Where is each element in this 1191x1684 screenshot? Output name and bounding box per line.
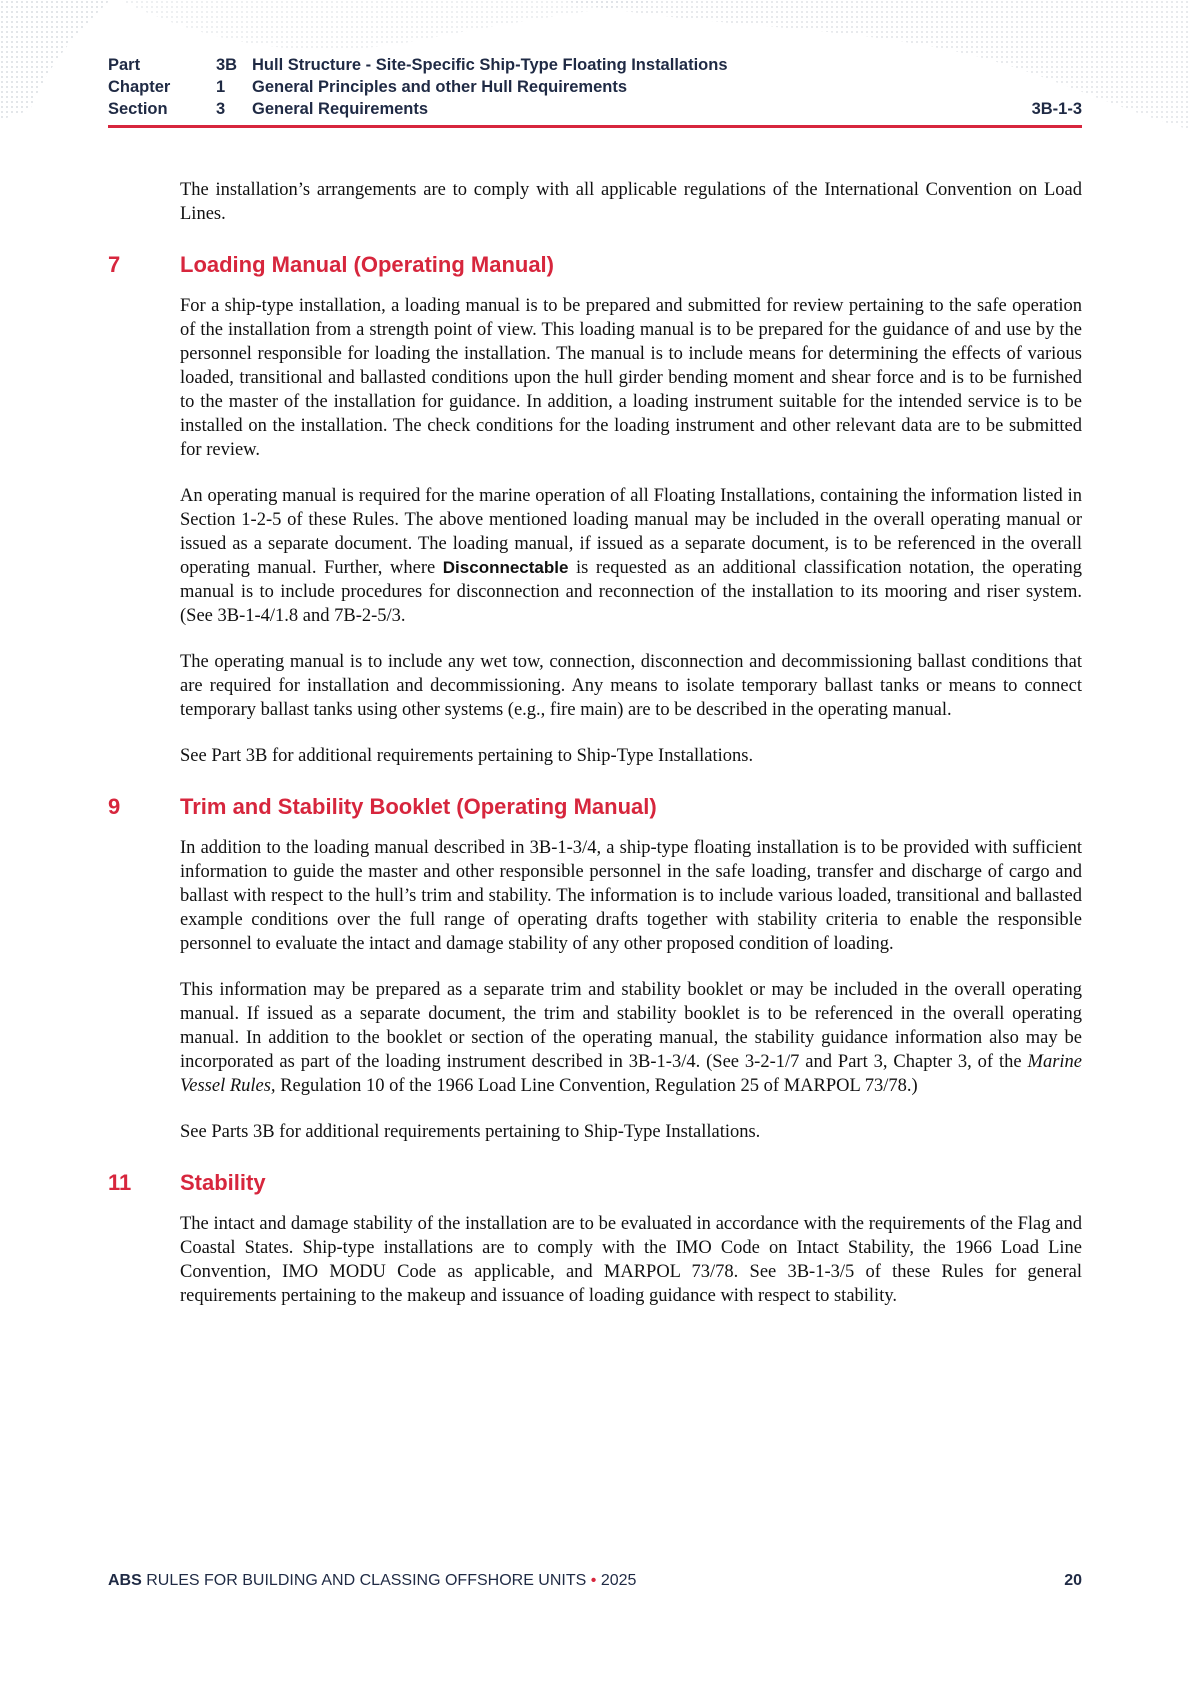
paragraph: See Parts 3B for additional requirements pertaining to Ship-Type Installations. <box>180 1122 761 1142</box>
section-number: 9 <box>108 794 121 819</box>
section-code: 3B-1-3 <box>1031 100 1082 118</box>
page-content <box>108 178 1082 1330</box>
paragraph: In addition to the loading manual described in 3B-1-3/4, a ship-type floating installation is to be provided with sufficient information to guide the master and other responsible personnel in the safe loading, transfer and discharge of cargo and ballast with respect to the hull’s trim and stability. The information is to include various loaded, transitional and ballasted example conditions over the full range of operating drafts together with stability criteria to enable the responsible personnel to evaluate the intact and damage stability of any other proposed condition of loading. <box>180 838 1082 954</box>
header-label: Chapter <box>108 78 171 96</box>
header-title: General Principles and other Hull Requirements <box>252 78 628 96</box>
section-title: Stability <box>180 1170 266 1195</box>
rules-reference-italic: Marine Vessel Rules, <box>180 1052 1082 1096</box>
footer-title <box>108 1572 636 1590</box>
paragraph: The intact and damage stability of the installation are to be evaluated in accordance with the requirements of the Flag and Coastal States. Ship-type installations are to comply with the IMO Code on Intact Stability, the 1966 Load Line Convention, IMO MODU Code as applicable, and MARPOL 73/78. See 3B-1-3/5 of these Rules for general requirements pertaining to the makeup and issuance of loading guidance with respect to stability. <box>180 1214 1082 1306</box>
section-heading-9 <box>108 790 1082 824</box>
paragraph: For a ship-type installation, a loading manual is to be prepared and submitted for review pertaining to the safe operation of the installation from a strength point of view. This loading manual is to be prepared for the guidance of and use by the personnel responsible for loading the installation. The manual is to include means for determining the effects of various loaded, transitional and ballasted conditions upon the hull girder bending moment and shear force and is to be furnished to the master of the installation for guidance. In addition, a loading instrument suitable for the intended service is to be installed on the installation. The check conditions for the loading instrument and other relevant data are to be submitted for review. <box>180 296 1082 460</box>
footer-year: 2025 <box>600 1572 637 1589</box>
header-row-part <box>108 54 1082 76</box>
text-run: is requested as an additional classification notation, the operating manual is to include procedures for disconnection and reconnection of the installation to its mooring and riser system. (See 3B-1-4/1.8 and 7B-2-5/3. <box>180 558 1083 626</box>
section-number: 11 <box>108 1170 132 1195</box>
header-title: Hull Structure - Site-Specific Ship-Type Floating Installations <box>252 56 728 74</box>
page-header <box>108 54 1082 120</box>
paragraph <box>180 484 1082 628</box>
text-run: Regulation 10 of the 1966 Load Line Convention, Regulation 25 of MARPOL 73/78.) <box>280 1076 918 1096</box>
notation-disconnectable: Disconnectable <box>442 558 569 577</box>
page-number: 20 <box>1064 1572 1082 1589</box>
header-number: 3 <box>216 100 226 118</box>
paragraph: See Part 3B for additional requirements pertaining to Ship-Type Installations. <box>180 746 754 766</box>
footer-brand: ABS <box>108 1572 142 1589</box>
text-run: This information may be prepared as a separate trim and stability booklet or may be included in the overall operating manual. If issued as a separate document, the trim and stability booklet is to be referenced in the overall operating manual. In addition to the booklet or section of the operating manual, the stability guidance information also may be incorporated as part of the loading instrument described in 3B-1-3/4. (See 3-2-1/7 and Part 3, Chapter 3, of the <box>180 980 1082 1072</box>
header-label: Part <box>108 56 141 74</box>
header-number: 1 <box>216 78 226 96</box>
section-title: Loading Manual (Operating Manual) <box>180 252 554 277</box>
page-footer <box>108 1572 1082 1594</box>
footer-document-title: RULES FOR BUILDING AND CLASSING OFFSHORE UNITS <box>146 1572 587 1589</box>
section-title: Trim and Stability Booklet (Operating Manual) <box>180 794 657 819</box>
text-run: An operating manual is required for the marine operation of all Floating Installations, containing the information listed in Section 1-2-5 of these Rules. The above mentioned loading manual may be included in the overall operating manual or issued as a separate document. The loading manual, if issued as a separate document, is to be referenced in the overall operating manual. Further, where <box>180 486 1082 578</box>
paragraph: The operating manual is to include any wet tow, connection, disconnection and decommissioning ballast conditions that are required for installation and decommissioning. Any means to isolate temporary ballast tanks or means to connect temporary ballast tanks using other systems (e.g., fire main) are to be described in the operating manual. <box>180 652 1082 720</box>
section-number: 7 <box>108 252 121 277</box>
header-label: Section <box>108 100 168 118</box>
header-title: General Requirements <box>252 100 429 118</box>
footer-bullet: • <box>590 1572 597 1589</box>
header-row-section <box>108 98 1082 120</box>
header-number: 3B <box>216 56 238 74</box>
paragraph <box>180 978 1082 1098</box>
section-heading-7 <box>108 248 1082 282</box>
header-row-chapter <box>108 76 1082 98</box>
intro-paragraph: The installation’s arrangements are to comply with all applicable regulations of the International Convention on Load Lines. <box>180 180 1082 224</box>
header-divider <box>108 125 1082 128</box>
section-heading-11 <box>108 1166 1082 1200</box>
